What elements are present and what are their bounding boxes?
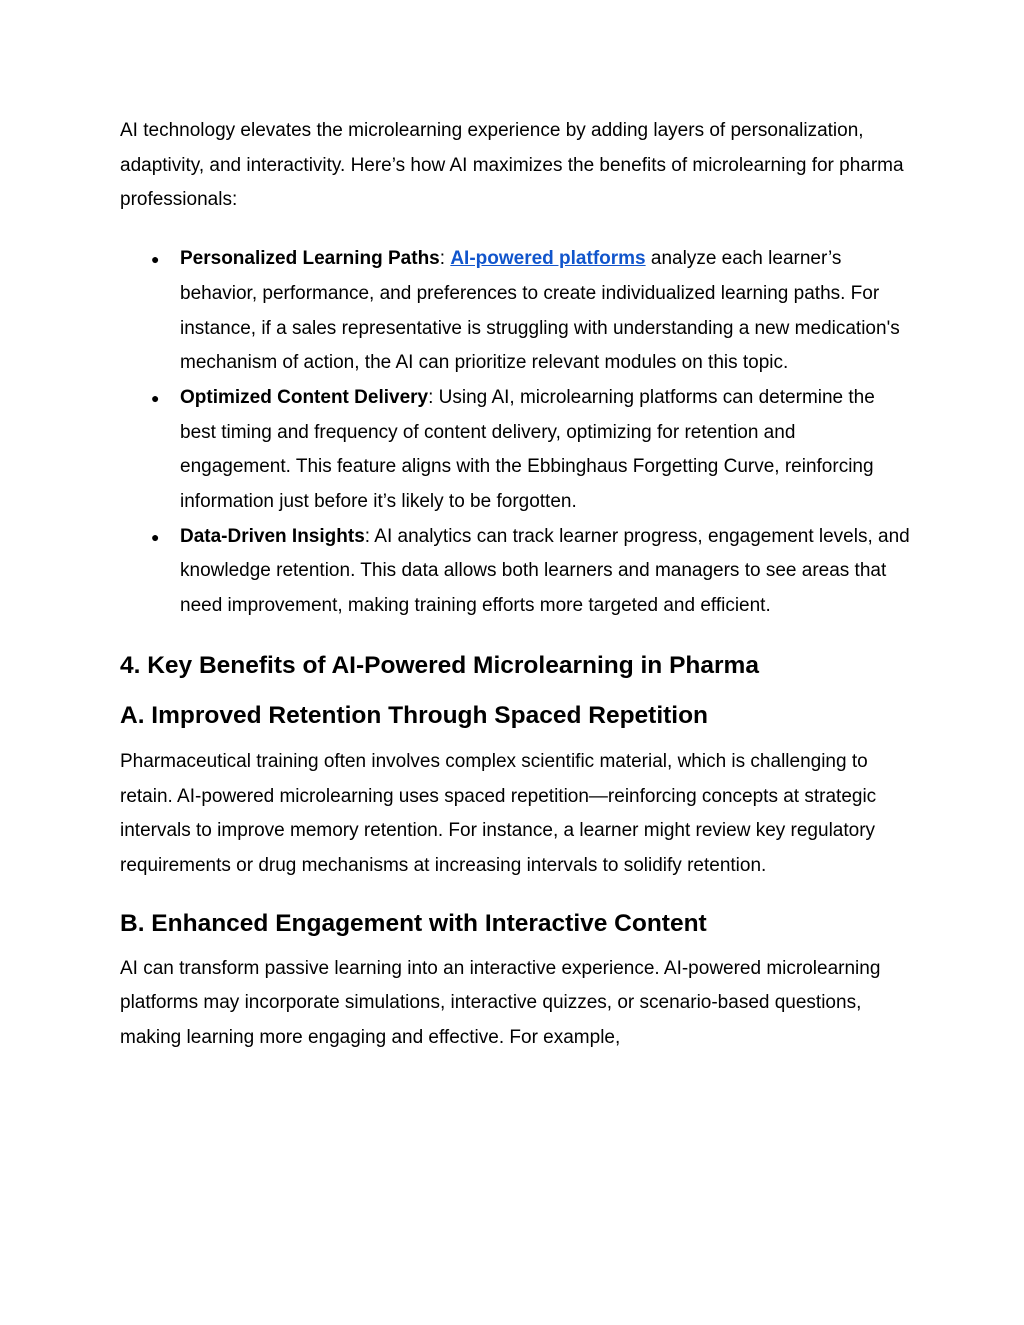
intro-paragraph: AI technology elevates the microlearning experience by adding layers of personalization, adaptivity, and interactivity. Here’s how AI maximizes the benefits of microlearning for pharma professionals: — [120, 120, 904, 211]
subsection-a-heading: A. Improved Retention Through Spaced Repetition — [120, 701, 709, 729]
bullet-icon: ● — [151, 251, 160, 268]
list-item-text: : AI analytics can track learner progress, engagement levels, and knowledge retention. This data allows both learners and managers to see areas that need improvement, making training efforts more targeted and efficient. — [180, 525, 910, 617]
benefits-list — [120, 242, 910, 624]
list-item-separator: : — [439, 248, 451, 270]
list-item-text: analyze each learner’s behavior, performance, and preferences to create individualized learning paths. For instance, if a sales representative is struggling with understanding a new medication's mechanism of action, the AI can prioritize relevant modules on this topic. — [180, 248, 900, 374]
list-item-title: Personalized Learning Paths — [180, 248, 440, 270]
subsection-b-body: AI can transform passive learning into an interactive experience. AI-powered microlearning platforms may incorporate simulations, interactive quizzes, or scenario-based questions, making learning more engaging and effective. For example, — [120, 957, 881, 1049]
bullet-icon: ● — [151, 389, 160, 406]
section-heading: 4. Key Benefits of AI-Powered Microlearning in Pharma — [120, 651, 759, 679]
subsection-b-heading: B. Enhanced Engagement with Interactive Content — [120, 909, 707, 937]
list-item — [120, 520, 910, 624]
list-item-title: Data-Driven Insights — [180, 525, 365, 547]
list-item — [120, 381, 910, 520]
list-item — [120, 242, 910, 381]
subsection-a-body: Pharmaceutical training often involves complex scientific material, which is challenging to retain. AI-powered microlearning uses spaced repetition—reinforcing concepts at strategic intervals to improve memory retention. For instance, a learner might review key regulatory requirements or drug mechanisms at increasing intervals to solidify retention. — [120, 750, 877, 876]
bullet-icon: ● — [151, 528, 160, 545]
document-page — [120, 114, 910, 1056]
list-item-title: Optimized Content Delivery — [180, 386, 429, 408]
list-item-text: : Using AI, microlearning platforms can determine the best timing and frequency of content delivery, optimizing for retention and engagement. This feature aligns with the Ebbinghaus Forgetting Curve, reinforcing information just before it’s likely to be forgotten. — [180, 386, 875, 513]
ai-powered-platforms-link[interactable]: AI-powered platforms — [450, 248, 646, 270]
